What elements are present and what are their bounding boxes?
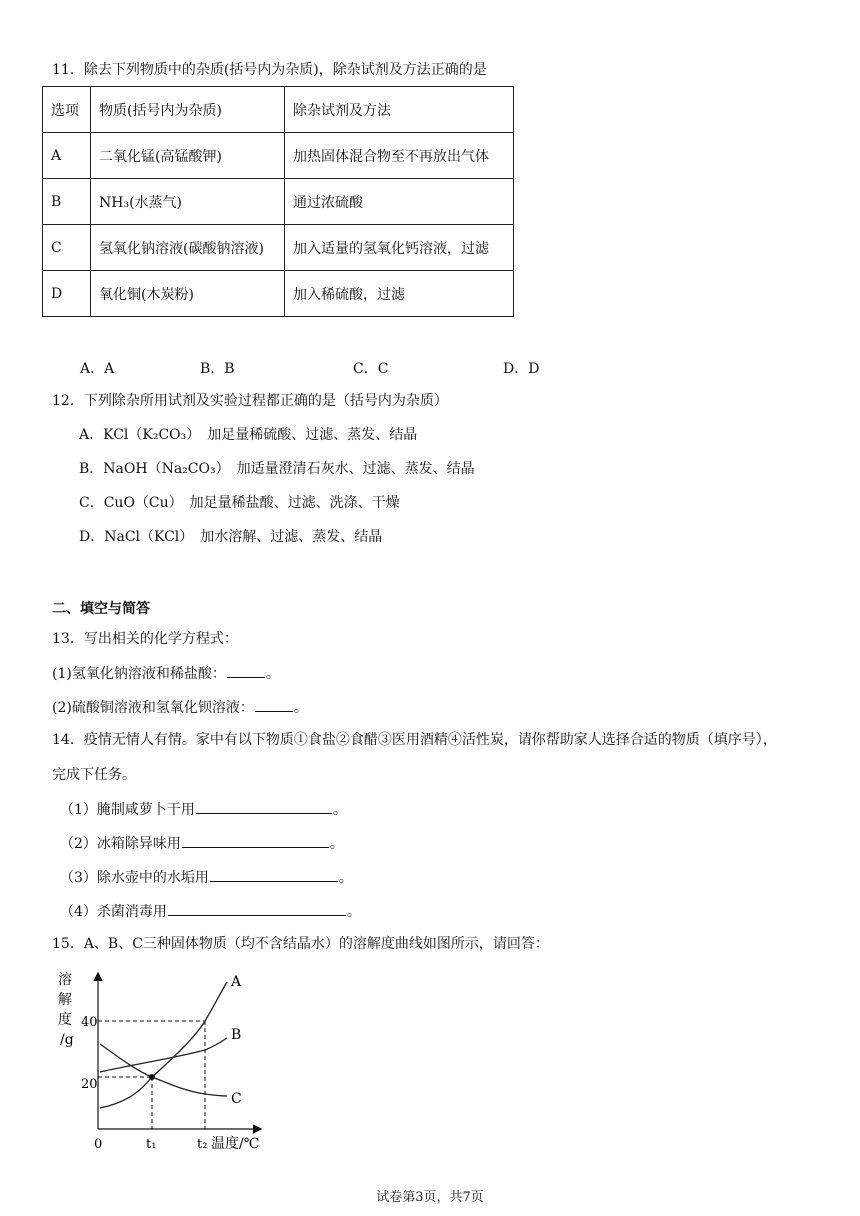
answer-blank[interactable] — [168, 901, 346, 916]
q13-item-1 — [52, 663, 280, 683]
answer-blank[interactable] — [227, 663, 265, 678]
y-label-char-3: 度 — [58, 1012, 72, 1028]
x-tick-label-t1: t₁ — [146, 1137, 157, 1152]
q14-item-4-suffix: 。 — [346, 904, 361, 920]
table-cell-method: 加热固体混合物至不再放出气体 — [285, 133, 514, 179]
y-tick-label-40: 40 — [81, 1015, 98, 1030]
q11-choice-a[interactable]: A．A — [80, 361, 115, 377]
table-row — [43, 225, 514, 271]
q15-stem: 15．A、B、C三种固体物质（均不含结晶水）的溶解度曲线如图所示，请回答： — [52, 936, 549, 952]
q14-item-2-suffix: 。 — [329, 836, 344, 852]
q14-item-3-text: （3）除水壶中的水垢用 — [60, 870, 209, 886]
series-label-c: C — [231, 1091, 242, 1107]
q12-option-c[interactable]: C．CuO（Cu） 加足量稀盐酸、过滤、洗涤、干燥 — [79, 495, 400, 511]
q13-item-1-text: (1)氢氧化钠溶液和稀盐酸： — [52, 666, 226, 682]
q14-item-1-suffix: 。 — [332, 802, 347, 818]
table-cell-method: 通过浓硫酸 — [285, 179, 514, 225]
table-cell-option: A — [43, 133, 91, 179]
x-axis-label: 温度/℃ — [211, 1136, 260, 1152]
q14-item-3-suffix: 。 — [338, 870, 353, 886]
intersection-point — [149, 1074, 155, 1080]
q12-stem: 12．下列除杂所用试剂及实验过程都正确的是（括号内为杂质） — [52, 393, 448, 409]
series-label-b: B — [231, 1027, 242, 1043]
table-header-row — [43, 87, 514, 133]
q11-stem: 11．除去下列物质中的杂质(括号内为杂质)，除杂试剂及方法正确的是 — [52, 62, 487, 78]
table-cell-substance: 氧化铜(木炭粉) — [91, 271, 285, 317]
q14-item-2 — [60, 833, 344, 853]
table-row — [43, 179, 514, 225]
curve-a — [100, 982, 227, 1108]
table-row — [43, 271, 514, 317]
answer-blank[interactable] — [255, 697, 293, 712]
q14-item-4 — [60, 901, 361, 921]
table-cell-option: C — [43, 225, 91, 271]
y-label-char-1: 溶 — [58, 972, 72, 988]
table-cell-method: 加入适量的氢氧化钙溶液，过滤 — [285, 225, 514, 271]
table-cell-option: B — [43, 179, 91, 225]
q12-option-a[interactable]: A．KCl（K₂CO₃） 加足量稀硫酸、过滤、蒸发、结晶 — [79, 427, 418, 443]
series-label-a: A — [231, 974, 242, 990]
y-tick-label-20: 20 — [81, 1077, 98, 1092]
q12-option-d[interactable]: D．NaCl（KCl） 加水溶解、过滤、蒸发、结晶 — [79, 529, 383, 545]
y-label-char-2: 解 — [58, 992, 72, 1008]
x-tick-label-t2: t₂ — [197, 1137, 208, 1152]
q13-item-2-text: (2)硫酸铜溶液和氢氧化钡溶液： — [52, 700, 254, 716]
q14-item-2-text: （2）冰箱除异味用 — [60, 836, 181, 852]
answer-blank[interactable] — [210, 867, 338, 882]
table-cell-substance: 二氧化锰(高锰酸钾) — [91, 133, 285, 179]
answer-blank[interactable] — [182, 833, 329, 848]
solubility-chart — [55, 966, 280, 1158]
q11-choice-c[interactable]: C．C — [353, 361, 389, 377]
q11-choice-d[interactable]: D．D — [503, 361, 540, 377]
q11-table — [42, 86, 514, 317]
table-header-cell: 物质(括号内为杂质) — [91, 87, 285, 133]
table-cell-substance: NH₃(水蒸气) — [91, 179, 285, 225]
q13-item-1-suffix: 。 — [265, 666, 280, 682]
answer-blank[interactable] — [196, 799, 332, 814]
q14-item-4-text: （4）杀菌消毒用 — [60, 904, 167, 920]
curve-c — [100, 1044, 227, 1096]
q14-stem-line1: 14．疫情无情人有情。家中有以下物质①食盐②食醋③医用酒精④活性炭，请你帮助家人选择合适的物质（填序号）， — [52, 732, 777, 748]
q13-item-2 — [52, 697, 308, 717]
table-header-cell: 选项 — [43, 87, 91, 133]
q14-stem-line2: 完成下任务。 — [52, 767, 136, 783]
table-cell-substance: 氢氧化钠溶液(碳酸钠溶液) — [91, 225, 285, 271]
table-cell-option: D — [43, 271, 91, 317]
section-title: 二、填空与简答 — [52, 601, 150, 617]
q13-stem: 13．写出相关的化学方程式： — [52, 631, 238, 647]
q14-item-3 — [60, 867, 353, 887]
q14-item-1-text: （1）腌制咸萝卜干用 — [60, 802, 195, 818]
page-footer: 试卷第3页，共7页 — [376, 1190, 484, 1205]
y-label-char-4: /g — [60, 1032, 74, 1048]
q13-item-2-suffix: 。 — [293, 700, 308, 716]
table-cell-method: 加入稀硫酸，过滤 — [285, 271, 514, 317]
x-tick-label-0: 0 — [94, 1137, 103, 1152]
table-row — [43, 133, 514, 179]
table-header-cell: 除杂试剂及方法 — [285, 87, 514, 133]
q14-item-1 — [60, 799, 347, 819]
q12-option-b[interactable]: B．NaOH（Na₂CO₃） 加适量澄清石灰水、过滤、蒸发、结晶 — [79, 461, 475, 477]
q11-choice-b[interactable]: B．B — [200, 361, 235, 377]
